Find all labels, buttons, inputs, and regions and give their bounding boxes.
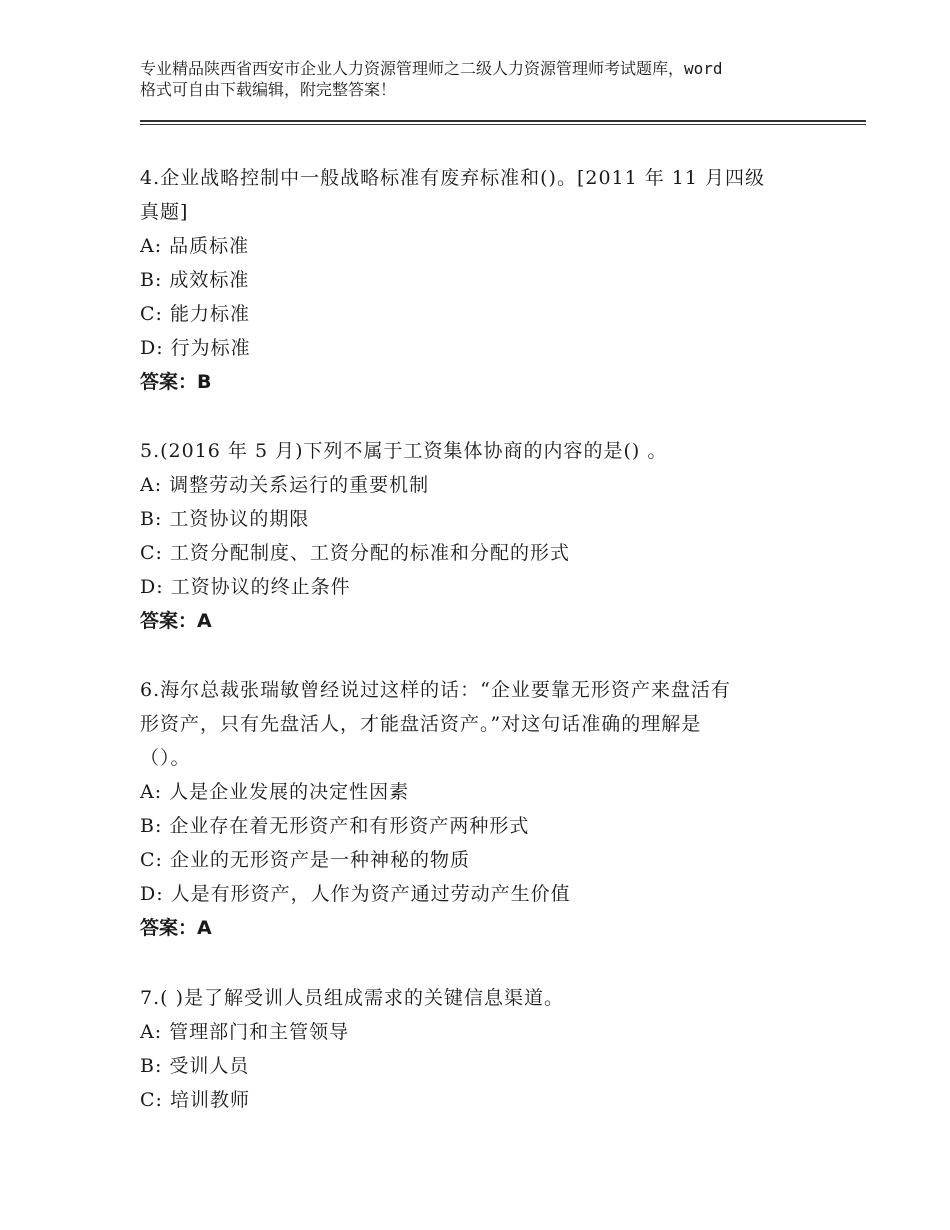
header-divider-thick	[140, 120, 866, 122]
question-stem-line: 5.(2016 年 5 月)下列不属于工资集体协商的内容的是() 。	[140, 440, 668, 462]
option-b: B: 成效标准	[140, 269, 250, 291]
option-c: C: 企业的无形资产是一种神秘的物质	[140, 849, 470, 871]
document-header	[140, 58, 840, 100]
question-4	[140, 161, 820, 399]
option-b: B: 工资协议的期限	[140, 508, 310, 530]
option-d: D: 工资协议的终止条件	[140, 576, 351, 598]
header-line-2: 格式可自由下载编辑，附完整答案！	[140, 80, 397, 99]
question-stem-line: 4.企业战略控制中一般战略标准有废弃标准和()。[2011 年 11 月四级	[140, 167, 766, 189]
header-divider-thin	[140, 124, 866, 125]
question-stem-line: 7.( )是了解受训人员组成需求的关键信息渠道。	[140, 987, 564, 1009]
question-5	[140, 434, 820, 638]
answer-line: 答案：B	[140, 371, 212, 393]
option-a: A: 管理部门和主管领导	[140, 1021, 350, 1043]
option-a: A: 调整劳动关系运行的重要机制	[140, 474, 430, 496]
option-a: A: 人是企业发展的决定性因素	[140, 781, 410, 803]
question-7	[140, 981, 820, 1117]
option-a: A: 品质标准	[140, 235, 250, 257]
question-stem-line: 真题]	[140, 201, 189, 223]
question-stem-line: （）。	[140, 747, 191, 769]
option-d: D: 行为标准	[140, 337, 251, 359]
answer-line: 答案：A	[140, 610, 212, 632]
option-c: C: 工资分配制度、工资分配的标准和分配的形式	[140, 542, 570, 564]
option-c: C: 培训教师	[140, 1089, 250, 1111]
answer-line: 答案：A	[140, 917, 212, 939]
question-stem-line: 形资产，只有先盘活人，才能盘活资产。”对这句话准确的理解是	[140, 713, 702, 735]
option-b: B: 受训人员	[140, 1055, 250, 1077]
header-line-1: 专业精品陕西省西安市企业人力资源管理师之二级人力资源管理师考试题库，word	[140, 59, 723, 78]
option-d: D: 人是有形资产，人作为资产通过劳动产生价值	[140, 883, 571, 905]
question-stem-line: 6.海尔总裁张瑞敏曾经说过这样的话：“企业要靠无形资产来盘活有	[140, 679, 731, 701]
option-c: C: 能力标准	[140, 303, 250, 325]
question-6	[140, 673, 820, 945]
option-b: B: 企业存在着无形资产和有形资产两种形式	[140, 815, 530, 837]
